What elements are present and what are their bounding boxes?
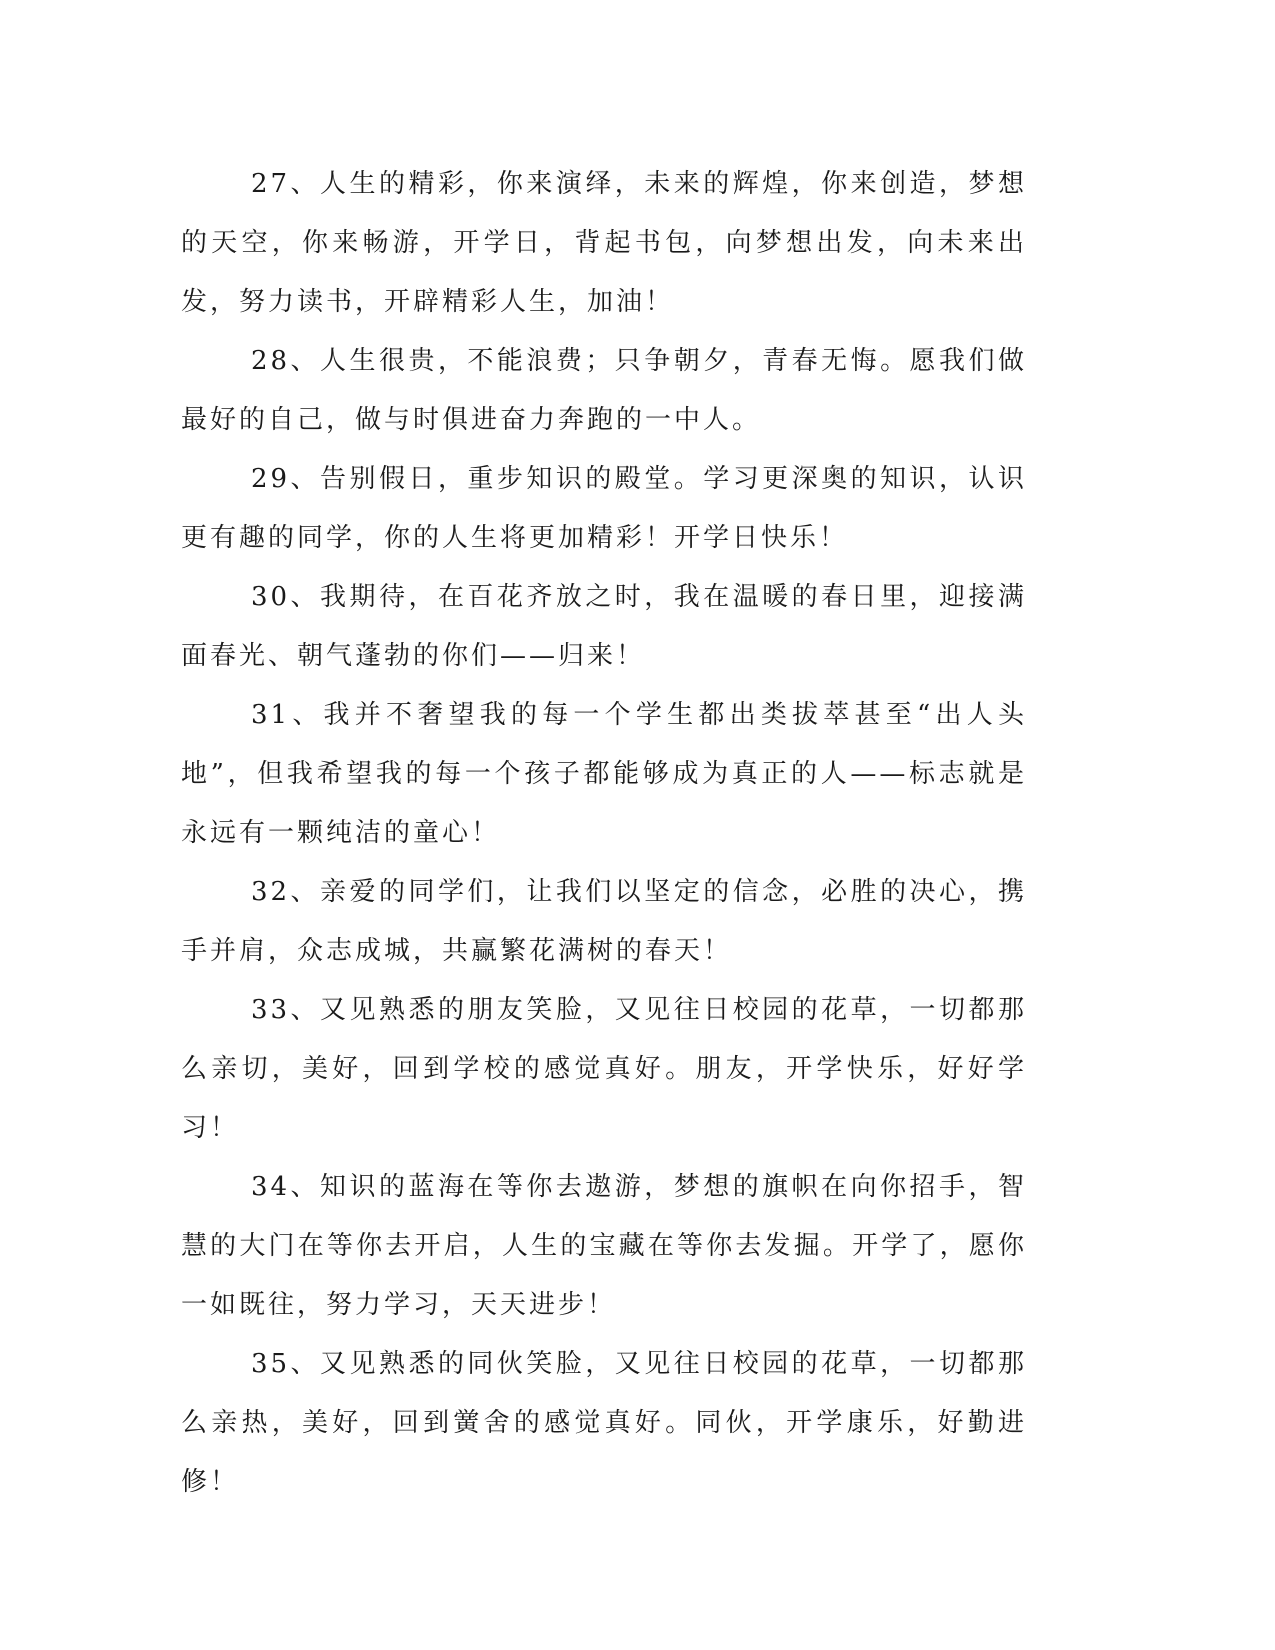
paragraph-27: 27、人生的精彩，你来演绎，未来的辉煌，你来创造，梦想的天空，你来畅游，开学日，背起书包，向梦想出发，向未来出发，努力读书，开辟精彩人生，加油！ xyxy=(181,169,1027,317)
paragraph-28: 28、人生很贵，不能浪费；只争朝夕，青春无悔。愿我们做最好的自己，做与时俱进奋力奔跑的一中人。 xyxy=(181,346,1027,435)
document-body xyxy=(181,155,1027,1512)
paragraph-34: 34、知识的蓝海在等你去遨游，梦想的旗帜在向你招手，智慧的大门在等你去开启，人生的宝藏在等你去发掘。开学了，愿你一如既往，努力学习，天天进步！ xyxy=(181,1172,1027,1320)
paragraph-35: 35、又见熟悉的同伙笑脸，又见往日校园的花草，一切都那么亲热，美好，回到黉舍的感觉真好。同伙，开学康乐，好勤进修！ xyxy=(181,1349,1027,1497)
paragraph-31: 31、我并不奢望我的每一个学生都出类拔萃甚至“出人头地”，但我希望我的每一个孩子都能够成为真正的人——标志就是永远有一颗纯洁的童心！ xyxy=(181,700,1027,848)
paragraph-33: 33、又见熟悉的朋友笑脸，又见往日校园的花草，一切都那么亲切，美好，回到学校的感觉真好。朋友，开学快乐，好好学习！ xyxy=(181,995,1027,1143)
paragraph-30: 30、我期待，在百花齐放之时，我在温暖的春日里，迎接满面春光、朝气蓬勃的你们——归来！ xyxy=(181,582,1027,671)
paragraph-29: 29、告别假日，重步知识的殿堂。学习更深奥的知识，认识更有趣的同学，你的人生将更加精彩！开学日快乐！ xyxy=(181,464,1027,553)
paragraph-32: 32、亲爱的同学们，让我们以坚定的信念，必胜的决心，携手并肩，众志成城，共赢繁花满树的春天！ xyxy=(181,877,1027,966)
